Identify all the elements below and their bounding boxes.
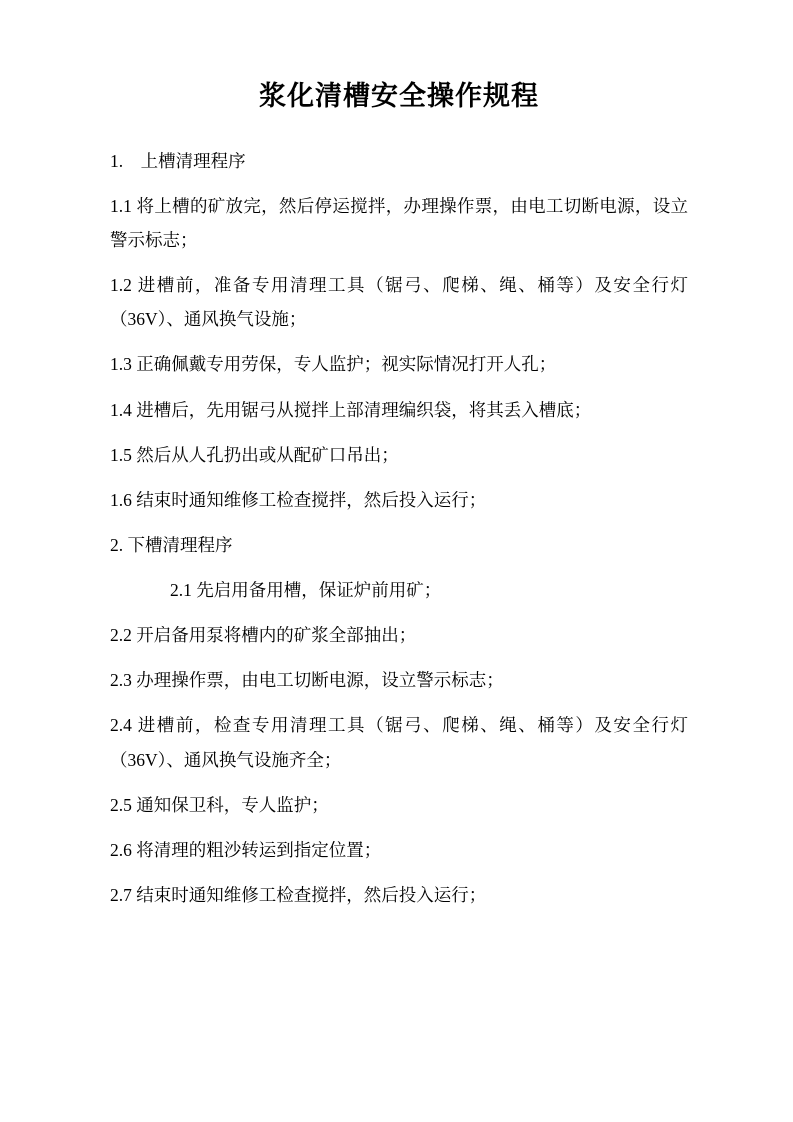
section-2-item-6: 2.6 将清理的粗沙转运到指定位置； xyxy=(110,839,382,860)
section-2-item-7: 2.7 结束时通知维修工检查搅拌，然后投入运行； xyxy=(110,884,487,905)
section-1-item-6: 1.6 结束时通知维修工检查搅拌，然后投入运行； xyxy=(110,489,487,510)
section-2-item-4: 2.4 进槽前，检查专用清理工具（锯弓、爬梯、绳、桶等）及安全行灯（36V）、通风换气设施齐全； xyxy=(110,715,688,770)
section-1-item-5: 1.5 然后从人孔扔出或从配矿口吊出； xyxy=(110,444,399,465)
section-1-item-3: 1.3 正确佩戴专用劳保，专人监护；视实际情况打开人孔； xyxy=(110,354,557,375)
section-1-item-2: 1.2 进槽前，准备专用清理工具（锯弓、爬梯、绳、桶等）及安全行灯（36V）、通风换气设施； xyxy=(110,275,688,330)
page-title: 浆化清槽安全操作规程 xyxy=(259,81,539,111)
section-1-item-1: 1.1 将上槽的矿放完，然后停运搅拌，办理操作票，由电工切断电源，设立警示标志； xyxy=(110,195,688,251)
section-heading-2: 2. 下槽清理程序 xyxy=(110,534,233,555)
section-2-item-5: 2.5 通知保卫科，专人监护； xyxy=(110,794,329,815)
document-body xyxy=(110,78,688,923)
section-2-item-1: 2.1 先启用备用槽，保证炉前用矿； xyxy=(170,580,442,601)
section-heading-1: 1. 上槽清理程序 xyxy=(110,150,246,171)
section-1-item-4: 1.4 进槽后，先用锯弓从搅拌上部清理编织袋，将其丢入槽底； xyxy=(110,399,592,420)
section-2-item-3: 2.3 办理操作票，由电工切断电源，设立警示标志； xyxy=(110,670,504,691)
section-2-item-2: 2.2 开启备用泵将槽内的矿浆全部抽出； xyxy=(110,625,417,646)
